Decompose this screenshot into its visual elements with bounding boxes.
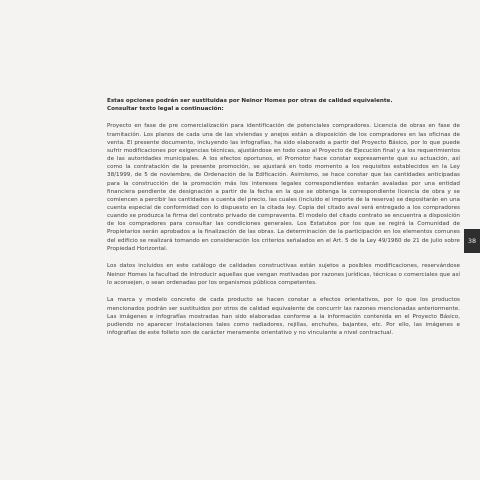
page-number-tab — [464, 229, 480, 253]
page-number: 38 — [467, 237, 477, 245]
heading-line-1: Estas opciones podrán ser sustituidas por Neinor Homes por otras de calidad equivalente. — [107, 98, 393, 104]
section-heading — [107, 97, 460, 113]
legal-text-block — [107, 97, 460, 347]
legal-paragraph-2: Los datos incluidos en este catálogo de calidades constructivas están sujetos a posibles modificaciones, reservándose Neinor Homes la facultad de introducir aquellas que vengan motivadas por razones jurídicas, técnicas o comerciales que así lo aconsejen, o sean ordenadas por los organismos públicos competentes. — [107, 263, 460, 286]
legal-paragraph-3: La marca y modelo concreto de cada producto se hacen constar a efectos orientativos, por lo que los productos mencionados podrán ser sustituidos por otros de calidad equivalente de concurrir las razones mencionadas anteriormente. Las imágenes e infografías mostradas han sido elaboradas conforme a la información contenida en el Proyecto Básico, pudiendo no aparecer instalaciones tales como radiadores, rejillas, enchufes, bajantes, etc. Por ello, las imágenes e infografías de este folleto son de carácter meramente orientativo y no vinculante a nivel contractual. — [107, 297, 460, 336]
heading-line-2: Consultar texto legal a continuación: — [107, 106, 224, 113]
legal-paragraph-1: Proyecto en fase de pre comercialización para identificación de potenciales compradores. Licencia de obras en fase de tramitación. Los planos de cada una de las viviendas y anejos están a disposición de los compradores en las oficinas de venta. El presente documento, incluyendo las infografías, ha sido elaborado a partir del Proyecto Básico, por lo que puede sufrir modificaciones por exigencias técnicas, ajustándose en todo caso al Proyecto de Ejecución final y a los requerimientos de las autoridades municipales. A los efectos oportunos, el Promotor hace constar expresamente que su actuación, así como la contratación de la presente promoción, se ajustará en todo momento a los requisitos establecidos en la Ley 38/1999, de 5 de noviembre, de Ordenación de la Edificación. Asimismo, se hace constar que las cantidades anticipadas para la construcción de la promoción más los intereses legales correspondientes estarán avaladas por una entidad financiera pendiente de designación a partir de la fecha en la que se obtenga la correspondiente licencia de obra y se comiencen a percibir las cantidades a cuenta del precio, las cuales (incluido el importe de la reserva) se depositarán en una cuenta especial de conformidad con lo dispuesto en la citada ley. Copia del citado aval será entregado a los compradores cuando se produzca la firma del contrato privado de compraventa. El modelo del citado contrato se encuentra a disposición de los compradores para consultar las condiciones generales. Los Estatutos por los que se regirá la Comunidad de Propietarios serán aprobados a la finalización de las obras. La determinación de la participación en los elementos comunes del edificio se realizará tomando en consideración los criterios señalados en el Art. 5 de la Ley 49/1960 de 21 de julio sobre Propiedad Horizontal. — [107, 123, 460, 252]
